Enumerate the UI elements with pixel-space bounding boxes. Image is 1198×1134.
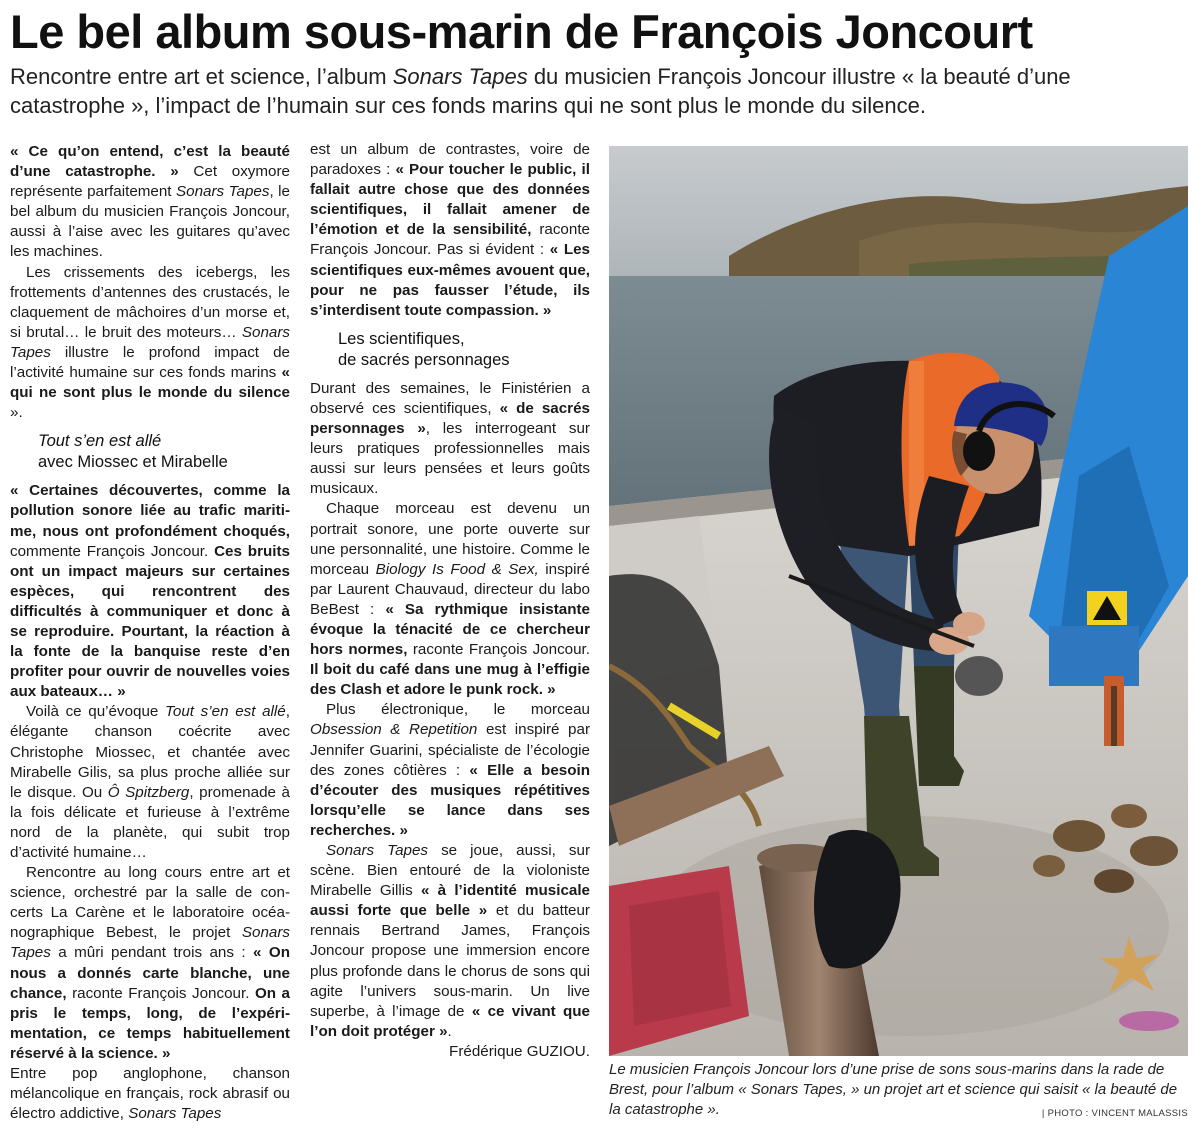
paragraph: Entre pop anglophone, chanson mélancolique en français, rock abrasif ou électro addictive, Sonars Tapes [10, 1065, 290, 1123]
paragraph: est un album de contrastes, voire de paradoxes : « Pour toucher le public, il fallait autre chose que des données scientifiques, il fallait amener de l’émotion et de la sensibilité, raconte François Joncour. Pas si évident : « Les scientifiques eux-mêmes avouent que, pour ne pas fausser l’étude, ils s’interdisent toute compassion. » [310, 141, 590, 319]
paragraph: Durant des semaines, le Finistérien a observé ces scientifiques, « de sacrés personnages », les interrogeant sur leurs pratiques professionnelles mais aussi sur leurs pensées et leurs goûts musicaux. [310, 379, 590, 498]
paragraph: Plus électronique, le morceau Obsession & Repetition est inspiré par Jennifer Guarini, spécialiste de l’écologie des zones côtières : « Elle a besoin d’écouter des musiques répétitives lorsqu’elle se lance dans ses recherches. » [310, 701, 591, 839]
article-column-1 [10, 142, 290, 1124]
paragraph: « Ce qu’on entend, c’est la beauté d’une catastrophe. » Cet oxymore représente parfaitement Sonars Tapes, le bel album du musicien François Joncour, aussi à l’aise avec les guitares qu’avec les machines. [10, 143, 291, 261]
paragraph: Rencontre au long cours entre art et science, orchestré par la salle de concerts La Carène et le laboratoire océanographique Bebest, le projet Sonars Tapes a mûri pendant trois ans : « On nous a donnés carte blanche, une chance, raconte François Joncour. On a pris le temps, long, de l’expérimentation, ce temps habituellement réservé à la science. » [10, 864, 291, 1062]
standfirst-text-2: du musicien François Joncour illustre « la beauté d’une catastrophe », l’impact de l’humain sur ces fonds marins qui ne sont plus le monde du silence. [10, 64, 1071, 118]
standfirst-album-title: Sonars Tapes [392, 64, 528, 89]
author-signature: Frédérique GUZIOU. [449, 1042, 590, 1060]
paragraph: Sonars Tapes se joue, aussi, sur scène. Bien entouré de la violoniste Mirabelle Gillis « à l’identité musicale aussi forte que belle » et du batteur rennais Bertrand James, François Joncour propose une immersion encore plus profonde dans le chorus de sons qui agite l’univers sous-marin. Un live superbe, à l’image de « ce vivant que l’on doit protéger ». [310, 842, 591, 1040]
headline: Le bel album sous-marin de François Joncourt [10, 5, 1033, 58]
photo-illustration [609, 146, 1188, 1056]
subheading: Les scientifiques, de sacrés personnages [338, 329, 510, 369]
photo-caption: Le musicien François Joncour lors d’une prise de sons sous-marins dans la rade de Brest, pour l’album « Sonars Tapes, » un projet art et science qui saisit « la beauté de la catastrophe ». [609, 1061, 1178, 1118]
paragraph: Les crissements des icebergs, les frottements d’antennes des crustacés, le claquement de mâchoires d’un morse et, si brutal… le bruit des moteurs… Sonars Tapes illustre le profond impact de l’activité humaine sur ces fonds marins « qui ne sont plus le monde du silence ». [10, 263, 290, 422]
article-column-2 [310, 140, 590, 1062]
standfirst [10, 62, 1190, 120]
paragraph: Voilà ce qu’évoque Tout s’en est allé, élégante chanson coécrite avec Christophe Miossec, et chantée avec Mirabelle Gilis, sa plus proche alliée sur le disque. Ou Ô Spitzberg, promenade à la fois délicate et furieuse à l’extrême nord de la planète, qui subit trop d’activité humaine… [10, 703, 290, 861]
paragraph: Chaque morceau est devenu un portrait sonore, une porte ouverte sur une personnalité, une histoire. Comme le morceau Biology Is Food & Sex, inspiré par Laurent Chauvaud, directeur du labo BeBest : « Sa rythmique insistante évoque la ténacité de ce chercheur hors normes, raconte François Joncour. Il boit du café dans une mug à l’effigie des Clash et adore le punk rock. » [310, 500, 590, 699]
standfirst-text: Rencontre entre art et science, l’album [10, 64, 393, 89]
article-photo [609, 146, 1188, 1056]
subheading: Tout s’en est allé avec Miossec et Mirabelle [38, 432, 228, 472]
paragraph: « Certaines découvertes, comme la pollution sonore liée au trafic maritime, nous ont profondément choqués, commente François Joncour. Ces bruits ont un impact majeurs sur certaines espèces, qui rencontrent des difficultés à communiquer et donc à se reproduire. Pourtant, la réaction à la fonte de la banquise reste d’en profiter pour ouvrir de nouvelles voies aux bateaux… » [10, 482, 290, 701]
photo-credit: | PHOTO : VINCENT MALASSIS [1041, 1108, 1188, 1119]
